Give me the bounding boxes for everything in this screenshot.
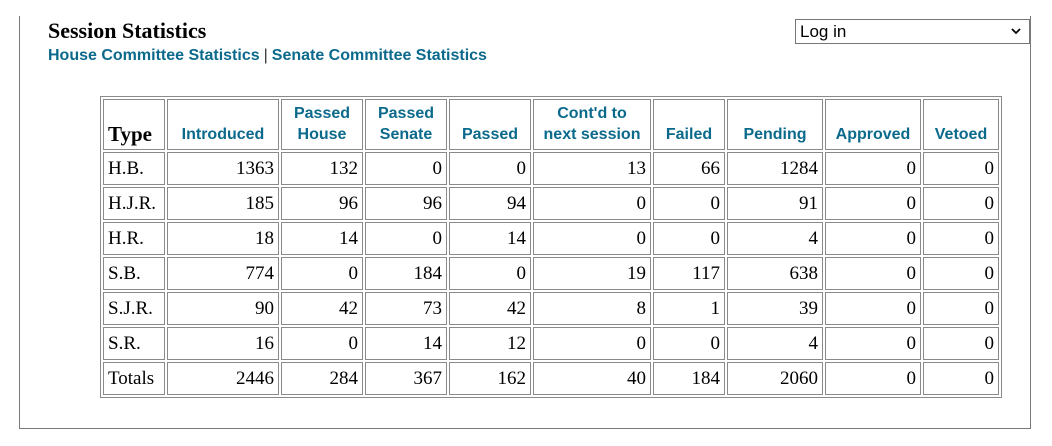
table-row: [103, 257, 999, 290]
header-passed-house: [281, 99, 363, 150]
house-committee-statistics-link[interactable]: House Committee Statistics: [48, 47, 260, 64]
cell-passed-house: 14: [281, 222, 363, 255]
cell-contd: 0: [533, 222, 651, 255]
cell-passed: 14: [449, 222, 531, 255]
link-separator: |: [263, 47, 268, 64]
cell-type: H.B.: [103, 152, 165, 185]
cell-passed-senate: 184: [365, 257, 447, 290]
cell-passed-senate: 73: [365, 292, 447, 325]
header-contd-line1: Cont'd to: [557, 105, 627, 122]
cell-introduced: 1363: [167, 152, 279, 185]
cell-failed: 0: [653, 327, 725, 360]
cell-pending: 39: [727, 292, 823, 325]
cell-passed: 12: [449, 327, 531, 360]
table-row: [103, 222, 999, 255]
session-statistics-table: [100, 96, 1002, 398]
cell-passed-senate: 14: [365, 327, 447, 360]
cell-vetoed: 0: [923, 362, 999, 395]
header-approved: Approved: [825, 99, 921, 150]
cell-approved: 0: [825, 257, 921, 290]
cell-introduced: 18: [167, 222, 279, 255]
cell-introduced: 185: [167, 187, 279, 220]
cell-contd: 0: [533, 187, 651, 220]
cell-pending: 2060: [727, 362, 823, 395]
cell-type: H.J.R.: [103, 187, 165, 220]
cell-vetoed: 0: [923, 292, 999, 325]
cell-failed: 1: [653, 292, 725, 325]
header-passed-senate: [365, 99, 447, 150]
cell-passed-senate: 0: [365, 152, 447, 185]
cell-approved: 0: [825, 362, 921, 395]
cell-contd: 19: [533, 257, 651, 290]
cell-type: H.R.: [103, 222, 165, 255]
header-contd: [533, 99, 651, 150]
cell-contd: 40: [533, 362, 651, 395]
cell-approved: 0: [825, 222, 921, 255]
header-passed-house-line1: Passed: [293, 105, 351, 122]
cell-passed-senate: 0: [365, 222, 447, 255]
cell-approved: 0: [825, 327, 921, 360]
cell-passed-house: 132: [281, 152, 363, 185]
cell-passed: 162: [449, 362, 531, 395]
cell-failed: 117: [653, 257, 725, 290]
cell-passed: 42: [449, 292, 531, 325]
cell-type: S.J.R.: [103, 292, 165, 325]
cell-pending: 4: [727, 222, 823, 255]
senate-committee-statistics-link[interactable]: Senate Committee Statistics: [271, 47, 487, 64]
table-row: [103, 327, 999, 360]
cell-pending: 4: [727, 327, 823, 360]
cell-vetoed: 0: [923, 222, 999, 255]
cell-introduced: 2446: [167, 362, 279, 395]
cell-passed-house: 0: [281, 257, 363, 290]
cell-introduced: 774: [167, 257, 279, 290]
cell-type: S.R.: [103, 327, 165, 360]
header-pending: Pending: [727, 99, 823, 150]
cell-vetoed: 0: [923, 187, 999, 220]
table-row: [103, 362, 999, 395]
cell-failed: 184: [653, 362, 725, 395]
cell-passed-house: 284: [281, 362, 363, 395]
cell-type: Totals: [103, 362, 165, 395]
cell-passed-house: 96: [281, 187, 363, 220]
cell-failed: 0: [653, 222, 725, 255]
cell-passed: 0: [449, 152, 531, 185]
cell-passed: 94: [449, 187, 531, 220]
cell-approved: 0: [825, 152, 921, 185]
cell-pending: 91: [727, 187, 823, 220]
header-failed: Failed: [653, 99, 725, 150]
header-type: Type: [103, 99, 165, 150]
cell-vetoed: 0: [923, 257, 999, 290]
cell-passed-house: 0: [281, 327, 363, 360]
header-passed: Passed: [449, 99, 531, 150]
cell-failed: 0: [653, 187, 725, 220]
cell-approved: 0: [825, 187, 921, 220]
page-title: Session Statistics: [48, 18, 207, 43]
header-passed-senate-line2: Senate: [379, 126, 433, 143]
cell-contd: 0: [533, 327, 651, 360]
table-row: [103, 292, 999, 325]
cell-passed-senate: 96: [365, 187, 447, 220]
cell-failed: 66: [653, 152, 725, 185]
cell-passed-house: 42: [281, 292, 363, 325]
header-passed-house-line2: House: [297, 126, 347, 143]
cell-passed-senate: 367: [365, 362, 447, 395]
header-row: [103, 99, 999, 150]
header-vetoed: Vetoed: [923, 99, 999, 150]
cell-contd: 13: [533, 152, 651, 185]
cell-type: S.B.: [103, 257, 165, 290]
table-row: [103, 187, 999, 220]
cell-vetoed: 0: [923, 327, 999, 360]
header-passed-senate-line1: Passed: [377, 105, 435, 122]
cell-passed: 0: [449, 257, 531, 290]
table-row: [103, 152, 999, 185]
cell-introduced: 90: [167, 292, 279, 325]
login-select[interactable]: [795, 19, 1030, 44]
cell-approved: 0: [825, 292, 921, 325]
committee-links: [48, 46, 487, 66]
cell-pending: 1284: [727, 152, 823, 185]
cell-pending: 638: [727, 257, 823, 290]
cell-introduced: 16: [167, 327, 279, 360]
cell-vetoed: 0: [923, 152, 999, 185]
header-introduced: Introduced: [167, 99, 279, 150]
cell-contd: 8: [533, 292, 651, 325]
header-contd-line2: next session: [543, 126, 641, 143]
